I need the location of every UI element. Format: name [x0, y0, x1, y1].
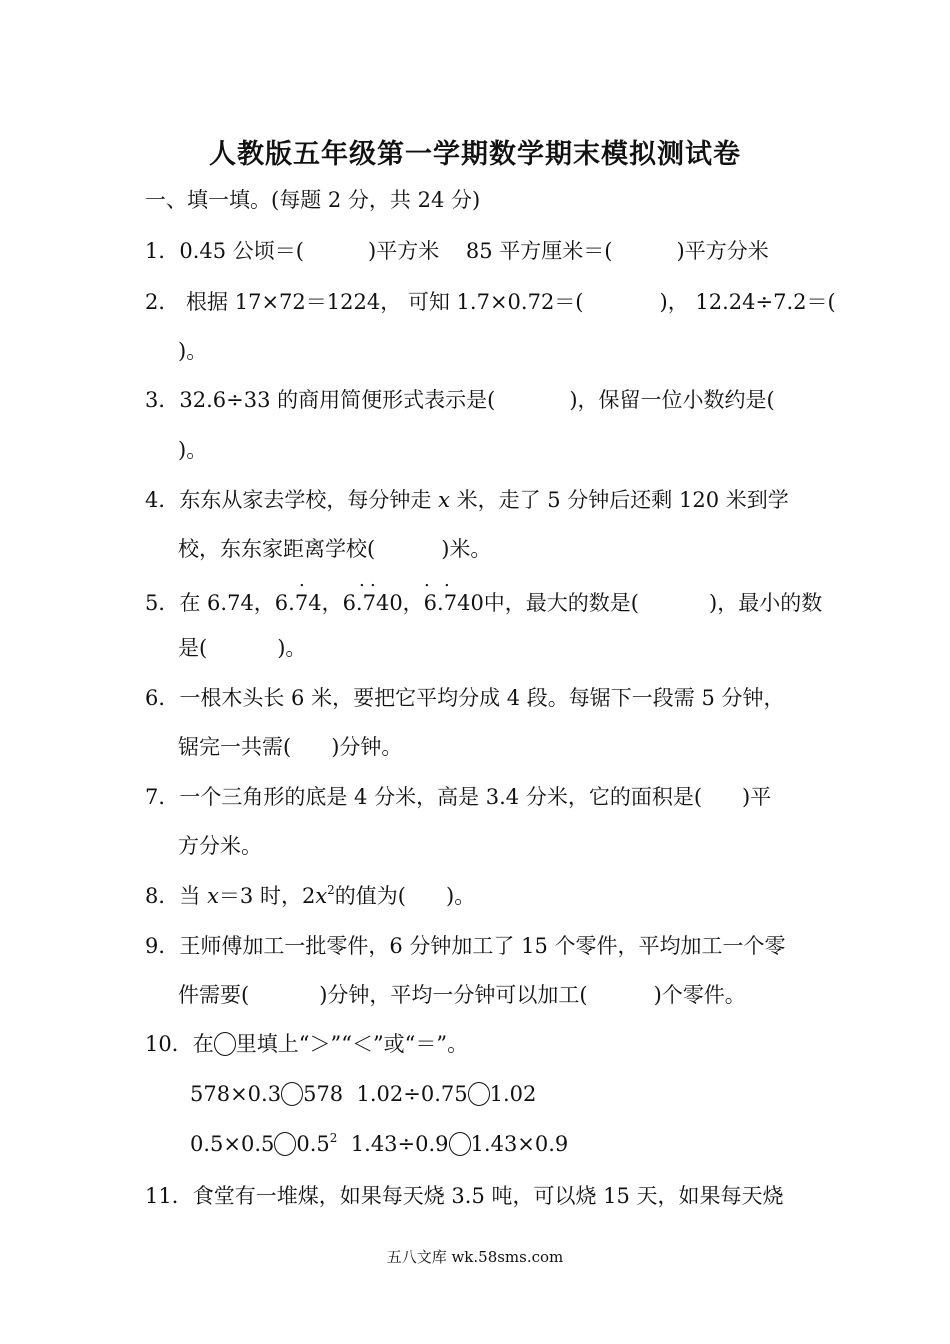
q1-text-c: )平方分米 — [676, 239, 769, 263]
compare-circle-blank[interactable] — [468, 1082, 490, 1106]
q4-text-d: )米。 — [441, 537, 492, 561]
q1-text-a: 0.45 公顷＝( — [179, 239, 305, 263]
page-title: 人教版五年级第一学期数学期末模拟测试卷 — [209, 139, 741, 170]
q7-text-c: 方分米。 — [178, 834, 262, 858]
footer-watermark: 五八文库 wk.58sms.com — [386, 1248, 564, 1266]
compare-circle-blank[interactable] — [281, 1082, 303, 1106]
q5-number: 5． — [145, 591, 180, 615]
question-4-cont — [178, 539, 491, 560]
q8-number: 8． — [145, 884, 180, 908]
q9-text-d: )个零件。 — [653, 983, 746, 1007]
q5-text-d: )。 — [277, 636, 307, 660]
compare-circle-icon — [214, 1032, 236, 1056]
q10-number: 10． — [145, 1032, 193, 1056]
recurring-dot: . — [444, 570, 450, 591]
compare-circle-blank[interactable] — [449, 1132, 471, 1156]
q8-variable-x: x — [207, 884, 219, 908]
q10-r2-a: 0.5×0.5 — [190, 1132, 275, 1156]
q5-text-a: 在 6.74，6.74，6.740，6.740中，最大的数是( — [179, 591, 639, 615]
section-heading: 一、填一填。(每题 2 分，共 24 分) — [145, 188, 481, 212]
q10-r2-b: 0.5 — [296, 1132, 330, 1156]
q10-row-2 — [190, 1132, 568, 1156]
recurring-dot: . — [299, 570, 305, 591]
q9-text-b: 件需要( — [178, 983, 250, 1007]
question-1 — [145, 241, 769, 262]
q4-number: 4． — [145, 488, 180, 512]
question-3-cont — [178, 440, 207, 461]
q8-variable-x2: x — [315, 884, 328, 908]
q6-number: 6． — [145, 686, 180, 710]
question-9-cont — [178, 985, 746, 1006]
q4-variable-x: x — [438, 488, 450, 512]
q10-r2-exponent: 2 — [329, 1131, 338, 1145]
q11-number: 11． — [145, 1184, 193, 1208]
q10-r1-c: 1.02 — [489, 1082, 537, 1106]
q7-number: 7． — [145, 785, 180, 809]
q6-text-c: )分钟。 — [331, 735, 403, 759]
q5-text-c: 是( — [178, 636, 208, 660]
q2-number: 2． — [145, 290, 180, 314]
q4-text-c: 校，东东家距离学校( — [178, 537, 376, 561]
q2-text-a: 根据 17×72＝1224， 可知 1.7×0.72＝( — [179, 290, 584, 314]
q8-text-b: ＝3 时，2 — [218, 884, 316, 908]
q9-number: 9． — [145, 934, 180, 958]
question-6 — [145, 688, 785, 709]
q1-number: 1． — [145, 239, 180, 263]
recurring-dot: . — [424, 570, 430, 591]
q10-text-b: 里填上“＞”“＜”或“＝”。 — [235, 1032, 469, 1056]
q8-exponent: 2 — [327, 883, 335, 897]
q8-text-a: 当 — [179, 884, 208, 908]
q8-text-c: 的值为( — [334, 884, 406, 908]
q1-text-b: )平方米 85 平方厘米＝( — [368, 239, 613, 263]
q10-r2-c: 1.43÷0.9 — [337, 1132, 449, 1156]
q6-text-b: 锯完一共需( — [178, 735, 292, 759]
q8-text-d: )。 — [446, 884, 476, 908]
question-3 — [145, 390, 775, 411]
q9-text-c: )分钟，平均一分钟可以加工( — [319, 983, 588, 1007]
question-5-cont — [178, 638, 306, 659]
q5-text-b: )，最小的数 — [709, 591, 823, 615]
compare-circle-blank[interactable] — [274, 1132, 296, 1156]
q10-r1-a: 578×0.3 — [190, 1082, 282, 1106]
q10-r2-d: 1.43×0.9 — [470, 1132, 569, 1156]
question-6-cont — [178, 737, 402, 758]
q3-number: 3． — [145, 388, 180, 412]
recurring-dot: . — [359, 570, 365, 591]
q10-text-a: 在 — [192, 1032, 214, 1056]
q2-text-b: )， 12.24÷7.2＝( — [659, 290, 836, 314]
question-7 — [145, 787, 771, 808]
recurring-dot: . — [370, 570, 376, 591]
q10-r1-b: 578 1.02÷0.75 — [303, 1082, 468, 1106]
q10-row-1 — [190, 1082, 536, 1106]
question-4 — [145, 490, 789, 511]
question-9 — [145, 936, 785, 957]
q7-text-b: )平 — [742, 785, 772, 809]
q3-text-c: )。 — [178, 438, 208, 462]
q9-text-a: 王师傅加工一批零件，6 分钟加工了 15 个零件，平均加工一个零 — [179, 934, 786, 958]
question-5 — [145, 593, 822, 614]
q3-text-b: )，保留一位小数约是( — [569, 388, 775, 412]
q3-text-a: 32.6÷33 的商用简便形式表示是( — [179, 388, 496, 412]
q11-text-a: 食堂有一堆煤，如果每天烧 3.5 吨，可以烧 15 天，如果每天烧 — [192, 1184, 784, 1208]
question-2-cont — [178, 341, 207, 362]
question-11 — [145, 1186, 784, 1207]
question-8 — [145, 883, 476, 908]
q7-text-a: 一个三角形的底是 4 分米，高是 3.4 分米，它的面积是( — [179, 785, 703, 809]
q4-text-b: 米，走了 5 分钟后还剩 120 米到学 — [449, 488, 789, 512]
q4-text-a: 东东从家去学校，每分钟走 — [179, 488, 439, 512]
question-2 — [145, 292, 836, 313]
question-7-cont — [178, 836, 262, 857]
q6-text-a: 一根木头长 6 米，要把它平均分成 4 段。每锯下一段需 5 分钟， — [179, 686, 785, 710]
question-10 — [145, 1032, 468, 1056]
q2-text-c: )。 — [178, 339, 208, 363]
